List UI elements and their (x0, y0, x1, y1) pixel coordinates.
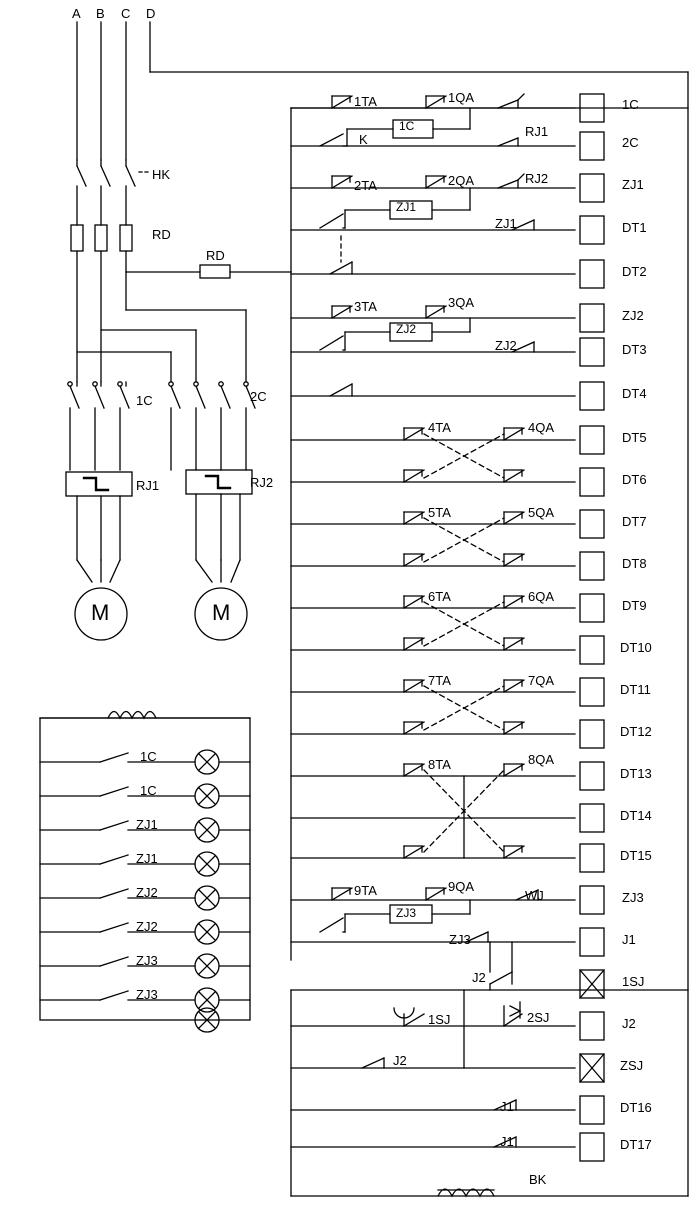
label-lamp-c-1: 1C (140, 749, 157, 764)
label-coil-dt10: DT10 (620, 640, 652, 655)
label-relay-rj2: RJ2 (250, 475, 274, 490)
label-aux-j1-2: J1 (500, 1134, 514, 1149)
label-qa-4: 4QA (528, 420, 555, 435)
label-ta-6: 6TA (428, 589, 451, 604)
label-lamp-zj2-2: ZJ2 (136, 919, 158, 934)
label-lamp-zj3-2: ZJ3 (136, 987, 158, 1002)
label-switch-hk: HK (152, 167, 171, 182)
label-coil-dt3: DT3 (622, 342, 647, 357)
label-ta-4: 4TA (428, 420, 451, 435)
label-coil-j1: J1 (622, 932, 636, 947)
label-aux-zj2-1: ZJ2 (396, 322, 417, 336)
label-aux-j1-1: J1 (500, 1099, 514, 1114)
label-ta-5: 5TA (428, 505, 451, 520)
label-coil-dt7: DT7 (622, 514, 647, 529)
label-fuse-rd-1: RD (152, 227, 171, 242)
label-qa-2: 2QA (448, 173, 475, 188)
label-motor-1: M (91, 600, 110, 625)
label-coil-zsj: ZSJ (620, 1058, 644, 1073)
label-lamp-zj3-1: ZJ3 (136, 953, 158, 968)
label-lamp-c-2: 1C (140, 783, 157, 798)
label-contact-k: K (359, 132, 368, 147)
label-coil-dt14: DT14 (620, 808, 652, 823)
label-coil-dt12: DT12 (620, 724, 652, 739)
label-ta-8: 8TA (428, 757, 451, 772)
label-qa-6: 6QA (528, 589, 555, 604)
label-aux-1c: 1C (399, 119, 415, 133)
label-coil-dt9: DT9 (622, 598, 647, 613)
label-coil-1c: 1C (622, 97, 639, 112)
label-ta-9: 9TA (354, 883, 377, 898)
label-lamp-zj2-1: ZJ2 (136, 885, 158, 900)
label-fuse-rd-2: RD (206, 248, 225, 263)
label-coil-zj1: ZJ1 (622, 177, 644, 192)
label-qa-9: 9QA (448, 879, 475, 894)
label-coil-dt2: DT2 (622, 264, 647, 279)
label-motor-2: M (212, 600, 231, 625)
label-qa-3: 3QA (448, 295, 475, 310)
label-coil-dt11: DT11 (620, 682, 651, 697)
label-contactor-1c: 1C (136, 393, 153, 408)
label-relay-wj: WJ (525, 888, 544, 903)
label-ta-1: 1TA (354, 94, 377, 109)
label-coil-2c: 2C (622, 135, 639, 150)
label-qa-1: 1QA (448, 90, 475, 105)
label-qa-7: 7QA (528, 673, 555, 688)
label-phase-c: C (121, 6, 131, 21)
label-aux-zj1-2: ZJ1 (495, 216, 517, 231)
label-phase-b: B (96, 6, 105, 21)
label-aux-zj3-2: ZJ3 (449, 932, 471, 947)
label-aux-zj3-1: ZJ3 (396, 906, 417, 920)
label-coil-dt16: DT16 (620, 1100, 652, 1115)
label-qa-8: 8QA (528, 752, 555, 767)
label-coil-1sj: 1SJ (622, 974, 645, 989)
label-ta-2: 2TA (354, 178, 377, 193)
label-lamp-zj1-1: ZJ1 (136, 817, 158, 832)
label-ta-7: 7TA (428, 673, 451, 688)
label-coil-zj2: ZJ2 (622, 308, 644, 323)
label-coil-dt8: DT8 (622, 556, 647, 571)
label-ta-3: 3TA (354, 299, 377, 314)
label-aux-j2-1: J2 (472, 970, 486, 985)
label-phase-d: D (146, 6, 156, 21)
label-lamp-zj1-2: ZJ1 (136, 851, 158, 866)
label-aux-j2-2: J2 (393, 1053, 407, 1068)
label-transformer-bk: BK (529, 1172, 547, 1187)
label-sj-1: 1SJ (428, 1012, 451, 1027)
label-coil-dt1: DT1 (622, 220, 647, 235)
label-coil-j2: J2 (622, 1016, 636, 1031)
label-coil-dt4: DT4 (622, 386, 647, 401)
label-relay-rj1-ctrl: RJ1 (525, 124, 549, 139)
label-relay-rj1: RJ1 (136, 478, 160, 493)
label-coil-dt6: DT6 (622, 472, 647, 487)
label-coil-dt15: DT15 (620, 848, 652, 863)
label-phase-a: A (72, 6, 81, 21)
label-coil-dt17: DT17 (620, 1137, 652, 1152)
label-sj-2: 2SJ (527, 1010, 550, 1025)
label-coil-zj3: ZJ3 (622, 890, 644, 905)
label-coil-dt5: DT5 (622, 430, 647, 445)
label-contactor-2c: 2C (250, 389, 267, 404)
label-relay-rj2-ctrl: RJ2 (525, 171, 549, 186)
label-coil-dt13: DT13 (620, 766, 652, 781)
label-qa-5: 5QA (528, 505, 555, 520)
label-aux-zj1-1: ZJ1 (396, 200, 417, 214)
label-aux-zj2-2: ZJ2 (495, 338, 517, 353)
